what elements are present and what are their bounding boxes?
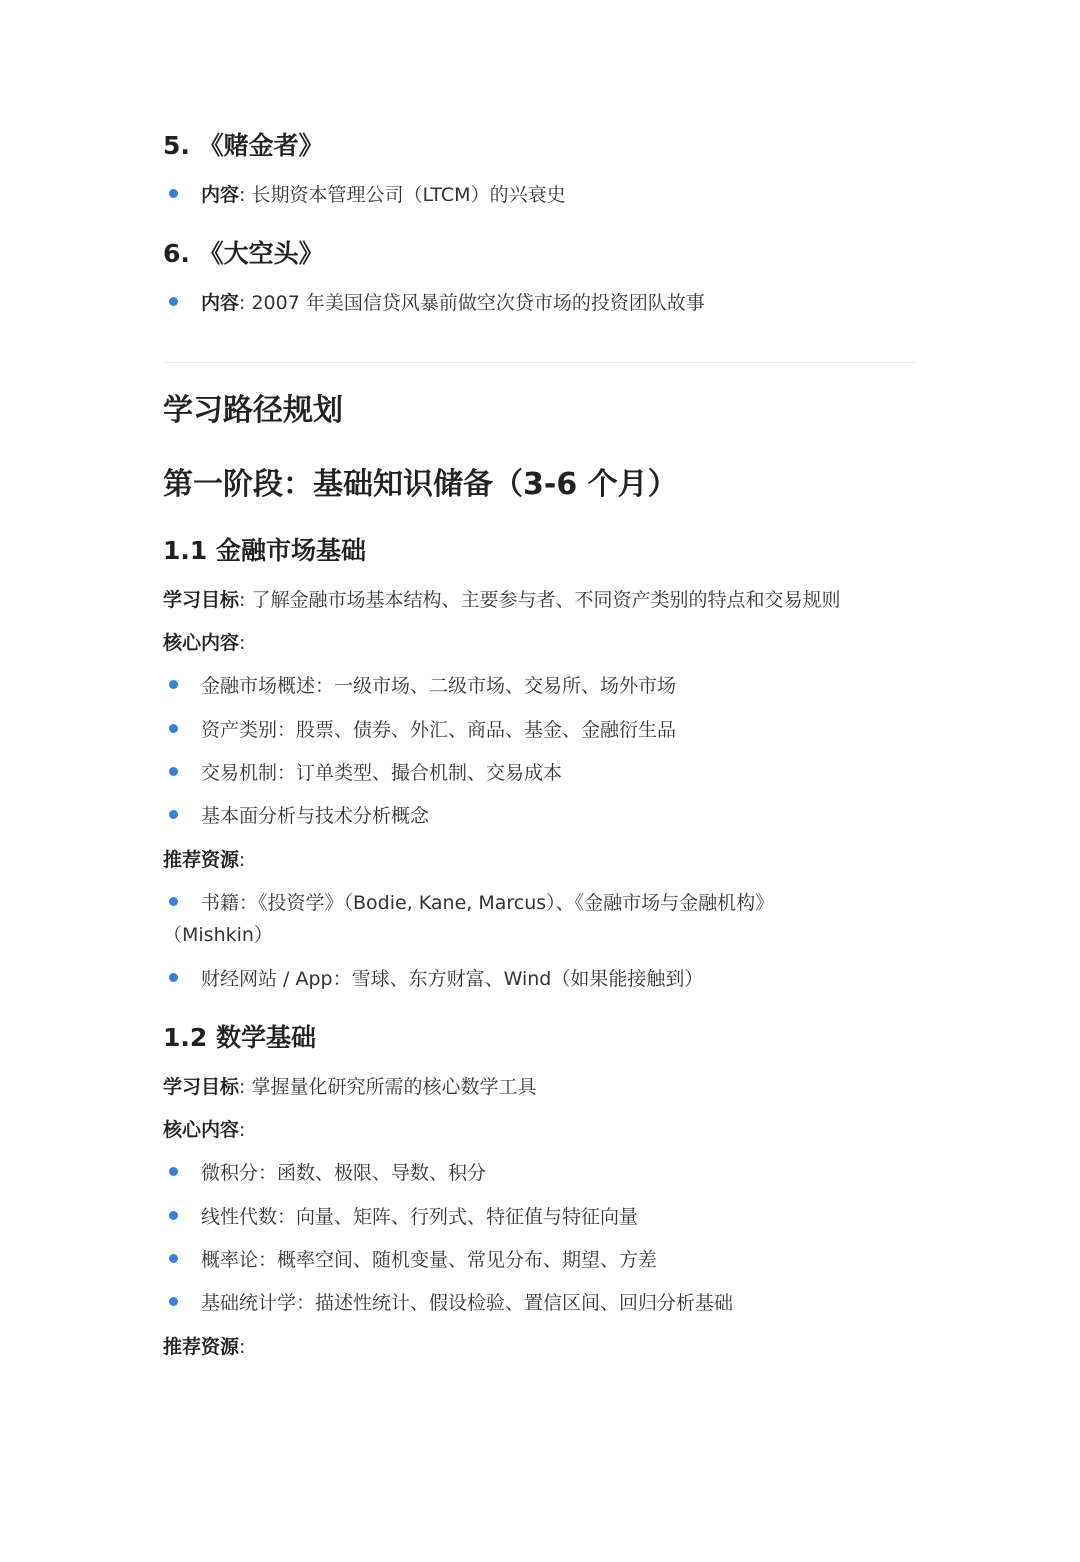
list-item-text: 微积分：函数、极限、导数、积分 xyxy=(201,1162,487,1184)
list-item-continuation: （Mishkin） xyxy=(163,924,273,946)
colon: : xyxy=(239,632,246,654)
list-item xyxy=(163,716,676,744)
list-item xyxy=(163,1159,486,1187)
section-title: 学习路径规划 xyxy=(163,393,343,428)
bullet-icon xyxy=(169,724,178,733)
list-item xyxy=(163,672,676,700)
list-item xyxy=(163,759,562,787)
stage-1-title: 第一阶段：基础知识储备（3-6 个月） xyxy=(163,467,678,502)
list-item xyxy=(163,965,703,993)
subsection-1-2-title: 1.2 数学基础 xyxy=(163,1023,316,1052)
book-6-heading: 6. 《大空头》 xyxy=(163,239,324,268)
resources-heading xyxy=(163,846,245,874)
content-label: 内容 xyxy=(201,184,240,206)
book-5-heading: 5. 《赌金者》 xyxy=(163,131,324,160)
list-item xyxy=(163,802,429,830)
bullet-icon xyxy=(169,1254,178,1263)
core-content-heading xyxy=(163,1116,245,1144)
list-item xyxy=(163,1246,657,1274)
resources-label: 推荐资源 xyxy=(163,849,240,871)
list-item-text: 基础统计学：描述性统计、假设检验、置信区间、回归分析基础 xyxy=(201,1292,734,1314)
core-label: 核心内容 xyxy=(163,1119,240,1141)
list-item xyxy=(163,1289,733,1317)
subsection-1-1-title: 1.1 金融市场基础 xyxy=(163,536,366,565)
list-item xyxy=(163,181,566,209)
core-content-heading xyxy=(163,629,245,657)
core-label: 核心内容 xyxy=(163,632,240,654)
list-item-text: 概率论：概率空间、随机变量、常见分布、期望、方差 xyxy=(201,1249,658,1271)
section-divider xyxy=(163,362,917,363)
list-item-text: 资产类别：股票、债券、外汇、商品、基金、金融衍生品 xyxy=(201,719,677,741)
goal-label: 学习目标 xyxy=(163,589,240,611)
bullet-icon xyxy=(169,973,178,982)
bullet-icon xyxy=(169,1211,178,1220)
bullet-icon xyxy=(169,189,178,198)
bullet-icon xyxy=(169,897,178,906)
colon: : xyxy=(239,1336,246,1358)
bullet-icon xyxy=(169,297,178,306)
goal-label: 学习目标 xyxy=(163,1076,240,1098)
content-label: 内容 xyxy=(201,292,240,314)
bullet-icon xyxy=(169,767,178,776)
list-item-text: 基本面分析与技术分析概念 xyxy=(201,805,430,827)
content-text: : 长期资本管理公司（LTCM）的兴衰史 xyxy=(239,184,566,206)
list-item-text: 金融市场概述：一级市场、二级市场、交易所、场外市场 xyxy=(201,675,677,697)
bullet-icon xyxy=(169,1297,178,1306)
list-item xyxy=(163,1203,638,1231)
list-item-text: 线性代数：向量、矩阵、行列式、特征值与特征向量 xyxy=(201,1206,639,1228)
list-item-text: 财经网站 / App：雪球、东方财富、Wind（如果能接触到） xyxy=(201,968,704,990)
bullet-icon xyxy=(169,810,178,819)
resources-heading xyxy=(163,1333,245,1361)
resources-label: 推荐资源 xyxy=(163,1336,240,1358)
goal-text: : 掌握量化研究所需的核心数学工具 xyxy=(239,1076,537,1098)
list-item-text: 书籍：《投资学》（Bodie, Kane, Marcus）、《金融市场与金融机构》 xyxy=(201,892,775,914)
bullet-icon xyxy=(169,1167,178,1176)
list-item xyxy=(163,289,705,317)
colon: : xyxy=(239,1119,246,1141)
learning-goal xyxy=(163,586,840,614)
goal-text: : 了解金融市场基本结构、主要参与者、不同资产类别的特点和交易规则 xyxy=(239,589,841,611)
colon: : xyxy=(239,849,246,871)
content-text: : 2007 年美国信贷风暴前做空次贷市场的投资团队故事 xyxy=(239,292,705,314)
bullet-icon xyxy=(169,680,178,689)
list-item-text: 交易机制：订单类型、撮合机制、交易成本 xyxy=(201,762,563,784)
learning-goal xyxy=(163,1073,536,1101)
list-item xyxy=(163,889,774,917)
